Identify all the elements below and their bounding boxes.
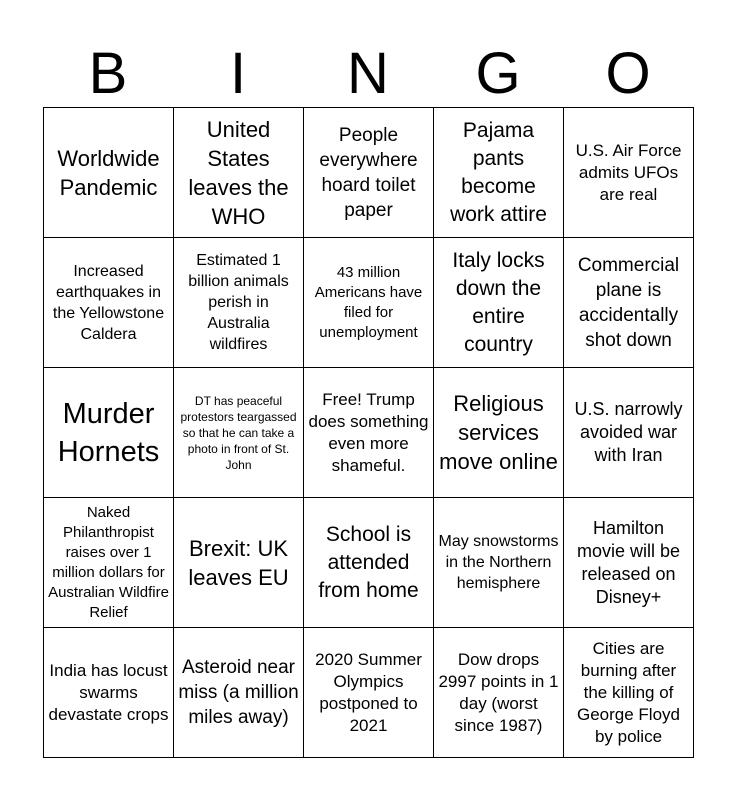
bingo-cell-r3-c3[interactable] — [303, 367, 434, 498]
bingo-cell-r1-c4[interactable] — [433, 107, 564, 238]
cell-text: Dow drops 2997 points in 1 day (worst since 1987) — [438, 649, 559, 735]
bingo-cell-r3-c2[interactable] — [173, 367, 304, 498]
cell-text: United States leaves the WHO — [188, 116, 289, 229]
cell-text: DT has peaceful protestors teargassed so that he can take a photo in front of St. John — [180, 393, 297, 472]
cell-text: Worldwide Pandemic — [57, 145, 160, 200]
bingo-header — [43, 40, 693, 108]
cell-text: May snowstorms in the Northern hemisphere — [438, 533, 559, 592]
cell-text: Pajama pants become work attire — [450, 118, 547, 226]
cell-text: U.S. Air Force admits UFOs are real — [575, 140, 682, 204]
bingo-cell-r5-c4[interactable] — [433, 627, 564, 758]
cell-text: Increased earthquakes in the Yellowstone Caldera — [52, 262, 165, 343]
cell-text: 2020 Summer Olympics postponed to 2021 — [315, 649, 422, 735]
cell-text: Estimated 1 billion animals perish in Australia wildfires — [188, 252, 289, 353]
header-letter-g: G — [475, 41, 521, 106]
cell-text: Religious services move online — [439, 391, 558, 474]
bingo-cell-r4-c5[interactable] — [563, 497, 694, 628]
bingo-cell-r4-c4[interactable] — [433, 497, 564, 628]
cell-text: Murder Hornets — [57, 397, 160, 468]
bingo-cell-r1-c1[interactable] — [43, 107, 174, 238]
header-letter-o: O — [605, 41, 651, 106]
cell-text: Commercial plane is accidentally shot down — [577, 254, 680, 351]
cell-text: U.S. narrowly avoided war with Iran — [574, 399, 683, 465]
cell-text: Naked Philanthropist raises over 1 million dollars for Australian Wildfire Relief — [48, 503, 169, 621]
bingo-cell-r1-c3[interactable] — [303, 107, 434, 238]
bingo-board — [43, 107, 693, 757]
bingo-cell-r2-c2[interactable] — [173, 237, 304, 368]
cell-text: Asteroid near miss (a million miles away) — [178, 657, 299, 728]
bingo-cell-r2-c5[interactable] — [563, 237, 694, 368]
bingo-cell-r1-c2[interactable] — [173, 107, 304, 238]
cell-text: India has locust swarms devastate crops — [48, 660, 169, 724]
cell-text: People everywhere hoard toilet paper — [319, 124, 418, 221]
bingo-cell-r4-c3[interactable] — [303, 497, 434, 628]
header-letter-b: B — [88, 41, 128, 106]
bingo-cell-r3-c4[interactable] — [433, 367, 564, 498]
bingo-cell-r5-c2[interactable] — [173, 627, 304, 758]
bingo-cell-r2-c4[interactable] — [433, 237, 564, 368]
cell-text: Hamilton movie will be released on Disney+ — [576, 517, 681, 607]
bingo-cell-r2-c1[interactable] — [43, 237, 174, 368]
cell-text: Free! Trump does something even more shameful. — [308, 389, 429, 475]
bingo-cell-r4-c1[interactable] — [43, 497, 174, 628]
cell-text: Italy locks down the entire country — [452, 248, 545, 356]
bingo-cell-r3-c1[interactable] — [43, 367, 174, 498]
cell-text: Brexit: UK leaves EU — [188, 535, 289, 590]
bingo-cell-r5-c5[interactable] — [563, 627, 694, 758]
header-letter-i: I — [229, 41, 247, 106]
cell-text: School is attended from home — [318, 522, 419, 602]
bingo-cell-r2-c3[interactable] — [303, 237, 434, 368]
header-letter-n: N — [347, 41, 389, 106]
bingo-cell-r4-c2[interactable] — [173, 497, 304, 628]
bingo-cell-r3-c5[interactable] — [563, 367, 694, 498]
bingo-cell-r1-c5[interactable] — [563, 107, 694, 238]
bingo-cell-r5-c1[interactable] — [43, 627, 174, 758]
cell-text: Cities are burning after the killing of George Floyd by police — [577, 638, 680, 746]
cell-text: 43 million Americans have filed for unemployment — [314, 263, 423, 341]
bingo-cell-r5-c3[interactable] — [303, 627, 434, 758]
